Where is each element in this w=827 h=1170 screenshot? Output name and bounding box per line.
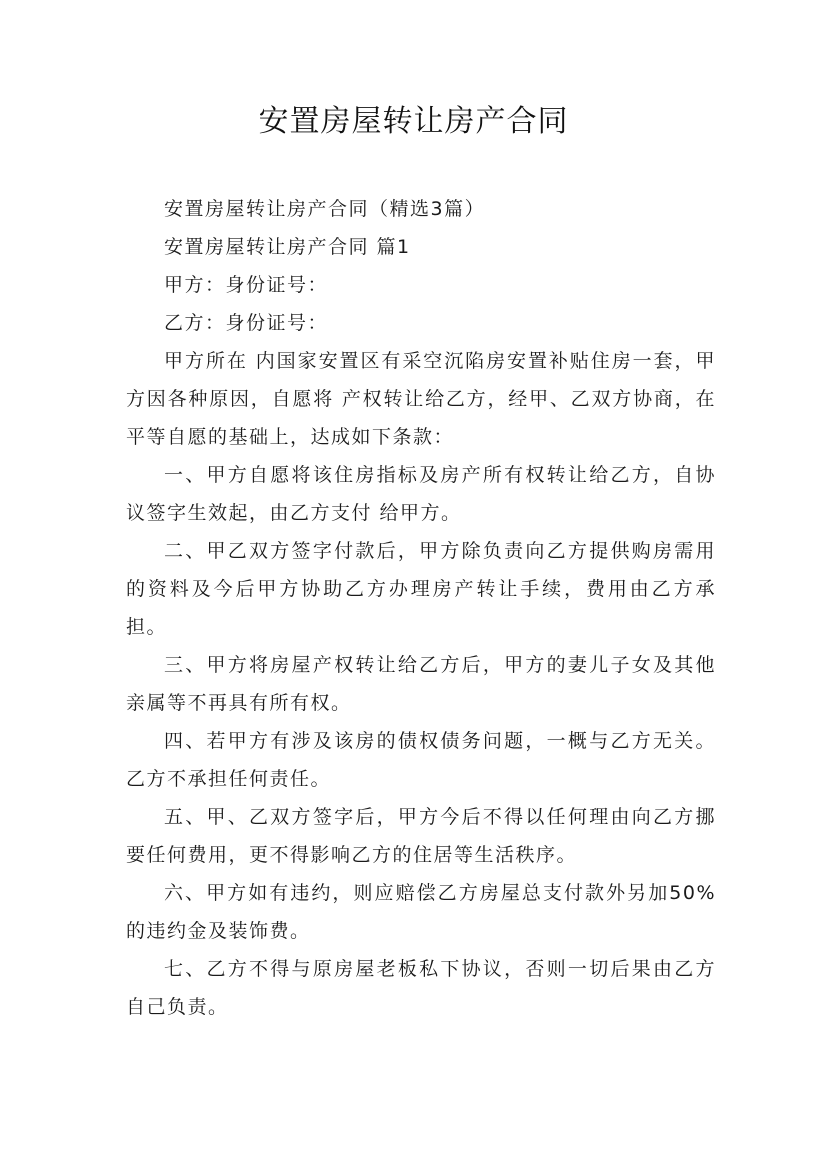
clause-5: 五、甲、乙双方签字后，甲方今后不得以任何理由向乙方挪要任何费用，更不得影响乙方的住居等生活秩序。 bbox=[126, 806, 716, 866]
preamble-paragraph: 甲方所在 内国家安置区有采空沉陷房安置补贴住房一套，甲方因各种原因，自愿将 产权转让给乙方，经甲、乙双方协商，在平等自愿的基础上，达成如下条款： bbox=[126, 350, 716, 448]
clause-7: 七、乙方不得与原房屋老板私下协议，否则一切后果由乙方自己负责。 bbox=[126, 958, 716, 1018]
clause-3: 三、甲方将房屋产权转让给乙方后，甲方的妻儿子女及其他亲属等不再具有所有权。 bbox=[126, 654, 716, 714]
section-heading: 安置房屋转让房产合同 篇1 bbox=[164, 236, 411, 258]
party-b-line: 乙方：身份证号： bbox=[164, 312, 329, 334]
clause-1: 一、甲方自愿将该住房指标及房产所有权转让给乙方，自协议签字生效起，由乙方支付 给甲方。 bbox=[126, 464, 716, 524]
document-title: 安置房屋转让房产合同 bbox=[258, 104, 569, 139]
document-body bbox=[126, 190, 716, 1026]
clause-4: 四、若甲方有涉及该房的债权债务问题，一概与乙方无关。乙方不承担任何责任。 bbox=[126, 730, 716, 790]
doc-subtitle: 安置房屋转让房产合同（精选3篇） bbox=[164, 198, 486, 220]
clause-2: 二、甲乙双方签字付款后，甲方除负责向乙方提供购房需用的资料及今后甲方协助乙方办理房产转让手续，费用由乙方承担。 bbox=[126, 540, 716, 638]
clause-6: 六、甲方如有违约，则应赔偿乙方房屋总支付款外另加50%的违约金及装饰费。 bbox=[126, 882, 716, 942]
party-a-line: 甲方：身份证号： bbox=[164, 274, 329, 296]
